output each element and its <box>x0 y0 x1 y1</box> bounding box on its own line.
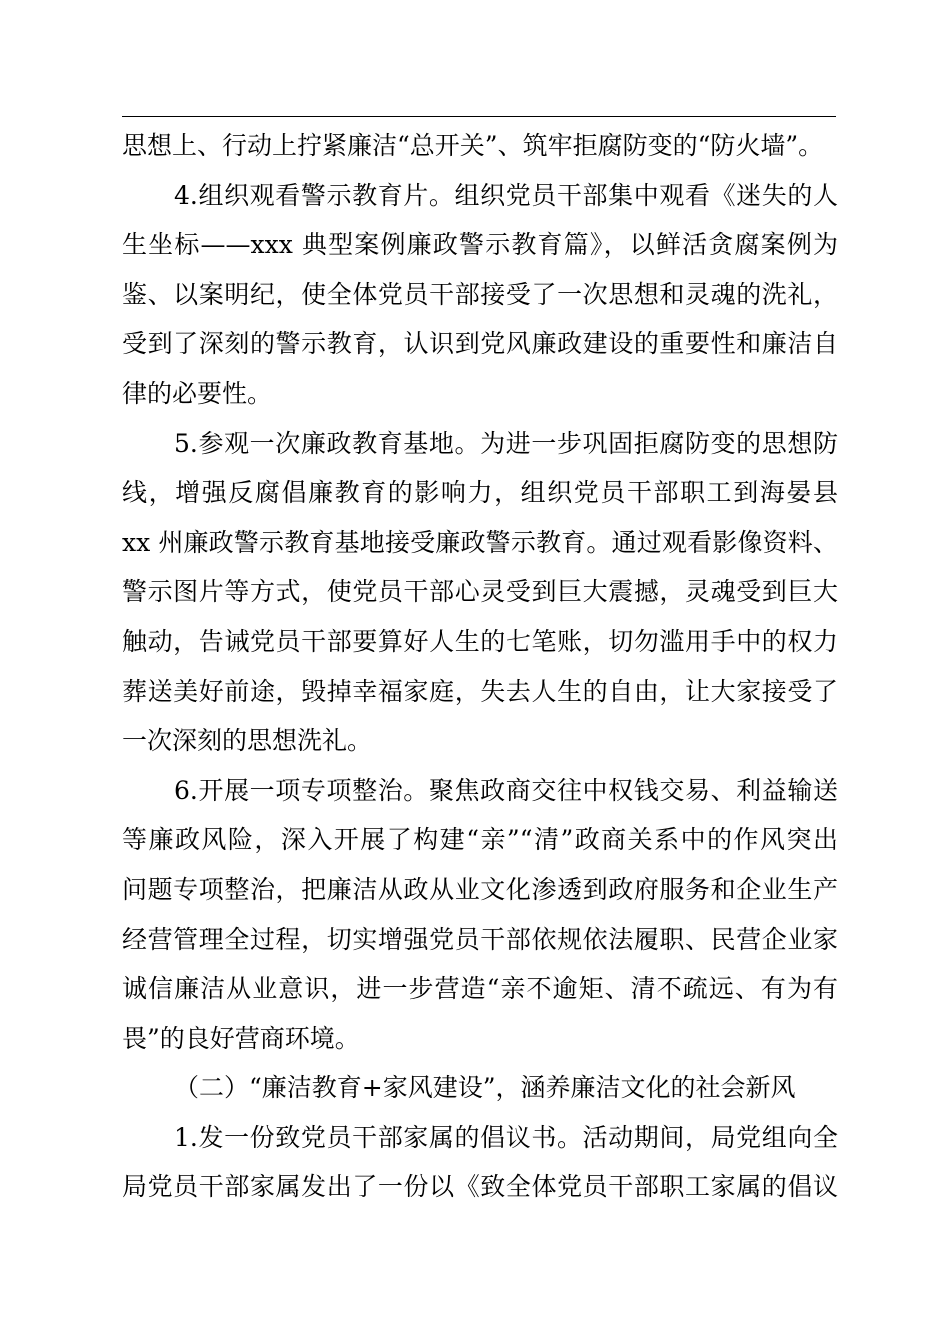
text-line: xx 州廉政警示教育基地接受廉政警示教育。通过观看影像资料、 <box>122 527 838 557</box>
text-line: 线，增强反腐倡廉教育的影响力，组织党员干部职工到海晏县 <box>122 478 838 508</box>
text-line: 鉴、以案明纪，使全体党员干部接受了一次思想和灵魂的洗礼， <box>122 279 838 309</box>
text-line: 畏”的良好营商环境。 <box>122 1023 360 1053</box>
text-line: 4.组织观看警示教育片。组织党员干部集中观看《迷失的人 <box>174 180 838 210</box>
text-line: 问题专项整治，把廉洁从政从业文化渗透到政府服务和企业生产 <box>122 874 838 904</box>
text-line: 经营管理全过程，切实增强党员干部依规依法履职、民营企业家 <box>122 924 838 954</box>
text-line: 警示图片等方式，使党员干部心灵受到巨大震撼，灵魂受到巨大 <box>122 577 838 607</box>
text-line: 触动，告诫党员干部要算好人生的七笔账，切勿滥用手中的权力 <box>122 626 838 656</box>
section-heading: （二）“廉洁教育+家风建设”，涵养廉洁文化的社会新风 <box>174 1073 796 1103</box>
text-line: 6.开展一项专项整治。聚焦政商交往中权钱交易、利益输送 <box>174 775 838 805</box>
text-line: 诚信廉洁从业意识，进一步营造“亲不逾矩、清不疏远、有为有 <box>122 974 838 1004</box>
text-line: 局党员干部家属发出了一份以《致全体党员干部职工家属的倡议 <box>122 1172 838 1202</box>
text-line: 生坐标——xxx 典型案例廉政警示教育篇》，以鲜活贪腐案例为 <box>122 230 838 260</box>
text-line: 1.发一份致党员干部家属的倡议书。活动期间，局党组向全 <box>174 1122 838 1152</box>
text-line: 受到了深刻的警示教育，认识到党风廉政建设的重要性和廉洁自 <box>122 329 838 359</box>
text-line: 等廉政风险，深入开展了构建“亲”“清”政商关系中的作风突出 <box>122 825 838 855</box>
header-rule <box>122 116 836 117</box>
text-line: 思想上、行动上拧紧廉洁“总开关”、筑牢拒腐防变的“防火墙”。 <box>122 131 824 160</box>
text-line: 葬送美好前途，毁掉幸福家庭，失去人生的自由，让大家接受了 <box>122 676 838 706</box>
text-line: 一次深刻的思想洗礼。 <box>122 726 373 756</box>
body-text <box>122 121 838 1212</box>
text-line: 律的必要性。 <box>122 378 273 408</box>
text-line: 5.参观一次廉政教育基地。为进一步巩固拒腐防变的思想防 <box>174 428 838 458</box>
